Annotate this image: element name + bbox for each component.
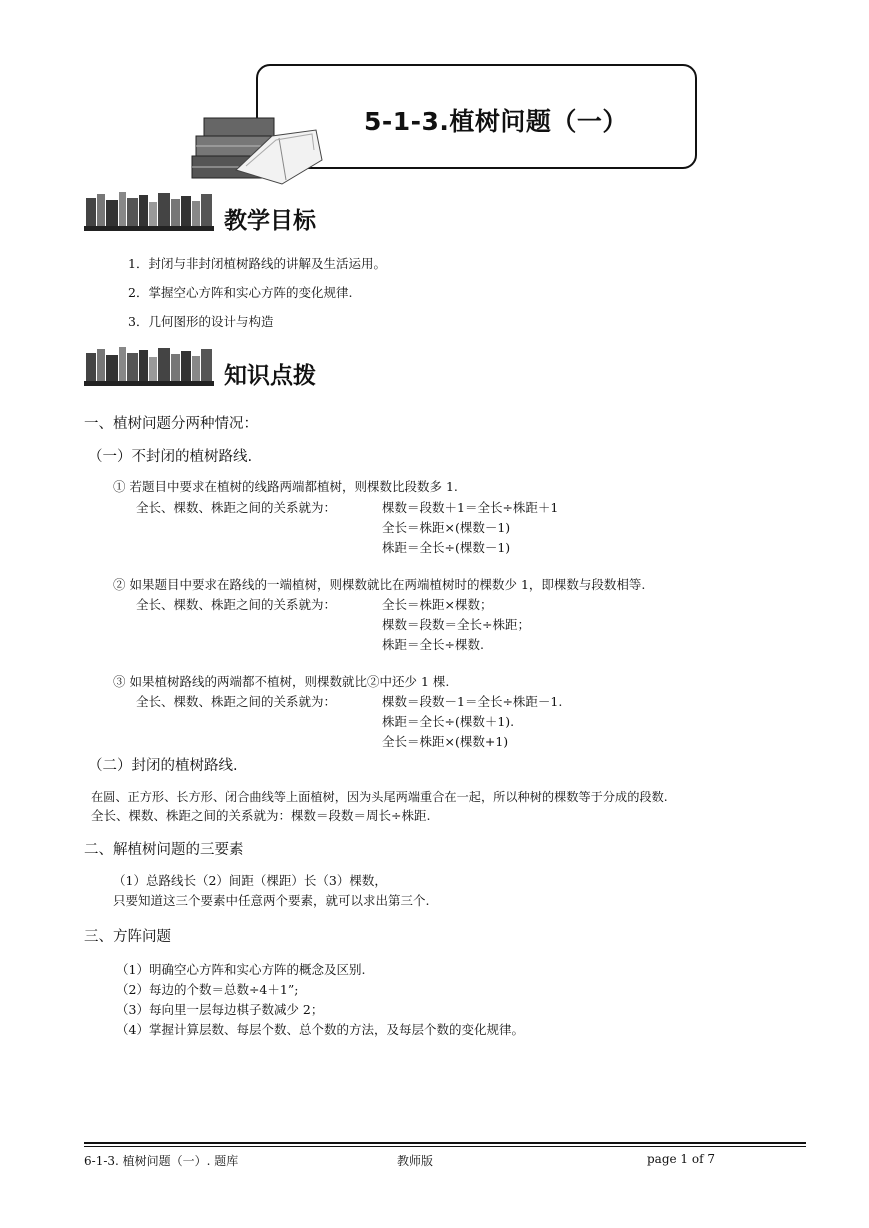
case3-relation: 全长、棵数、株距之间的关系就为： [136,694,337,709]
closed-route-text: 在圆、正方形、长方形、闭合曲线等上面植树，因为头尾两端重合在一起，所以种树的棵数等于分成的段数. [91,790,668,804]
case1-formula: 株距＝全长÷(棵数－1) [382,540,511,555]
case3-formula: 全长＝株距×(棵数+1) [382,734,509,749]
footer-doc-name: 6-1-3. 植树问题（一）. 题库 [84,1154,239,1168]
bookshelf-icon [84,345,214,387]
case3-formula: 棵数＝段数－1＝全长÷株距－1. [382,694,563,709]
goal-item: 3．几何图形的设计与构造 [128,314,274,329]
case2-formula: 全长＝株距×棵数； [382,597,493,612]
goal-item: 2．掌握空心方阵和实心方阵的变化规律. [128,285,353,300]
case1-line: ① 若题目中要求在植树的线路两端都植树，则棵数比段数多 1. [113,479,458,494]
case2-line: ② 如果题目中要求在路线的一端植树，则棵数就比在两端植树时的棵数少 1，即棵数与段数相等. [113,577,646,592]
footer-page-number: page 1 of 7 [647,1152,715,1166]
goal-item: 1．封闭与非封闭植树路线的讲解及生活运用。 [128,256,386,271]
part1-title: 一、植树问题分两种情况： [84,416,258,432]
part1-sub2: （二）封闭的植树路线. [88,758,238,774]
part1-sub1: （一）不封闭的植树路线. [88,449,253,465]
footer-rule [84,1142,806,1144]
square-array-item: （1）明确空心方阵和实心方阵的概念及区别. [116,962,366,977]
square-array-item: （4）掌握计算层数、每层个数、总个数的方法，及每层个数的变化规律。 [116,1022,524,1037]
square-array-item: （2）每边的个数＝总数÷4＋1”; [116,982,299,997]
footer-rule [84,1146,806,1147]
case1-formula: 棵数＝段数＋1＝全长÷株距＋1 [382,500,559,515]
square-array-item: （3）每向里一层每边棋子数减少 2； [116,1002,324,1017]
closed-route-relation: 全长、棵数、株距之间的关系就为：棵数＝段数＝周长÷株距. [91,808,431,823]
footer-edition: 教师版 [397,1154,434,1168]
part3-title: 三、方阵问题 [84,929,171,945]
case2-relation: 全长、棵数、株距之间的关系就为： [136,597,337,612]
case3-line: ③ 如果植树路线的两端都不植树，则棵数就比②中还少 1 棵. [113,674,450,689]
books-illustration [186,100,326,190]
part2-line: （1）总路线长（2）间距（棵距）长（3）棵数， [113,873,387,888]
part2-title: 二、解植树问题的三要素 [84,842,244,858]
section-heading-goals: 教学目标 [224,208,316,234]
part2-line: 只要知道这三个要素中任意两个要素，就可以求出第三个. [113,893,430,908]
case2-formula: 棵数＝段数＝全长÷株距； [382,617,530,632]
section-heading-knowledge: 知识点拨 [224,363,316,389]
books-icon [192,118,322,184]
page-title: 5-1-3.植树问题（一） [364,107,628,136]
case3-formula: 株距＝全长÷(棵数＋1). [382,714,515,729]
case1-relation: 全长、棵数、株距之间的关系就为： [136,500,337,515]
bookshelf-icon [84,190,214,232]
case1-formula: 全长＝株距×(棵数－1) [382,520,511,535]
case2-formula: 株距＝全长÷棵数. [382,637,484,652]
